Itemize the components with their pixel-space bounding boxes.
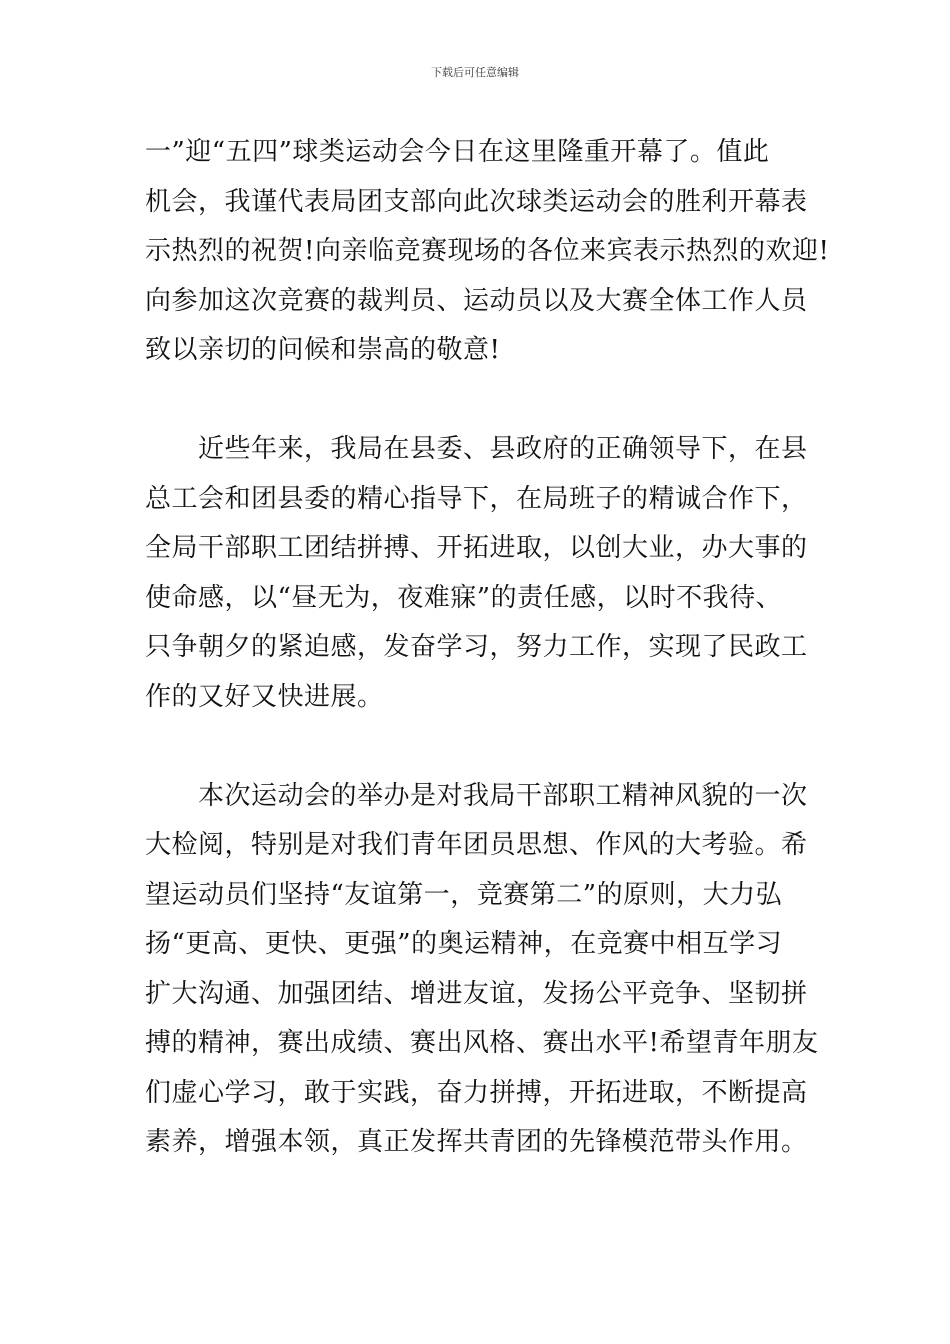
- text-line: 望运动员们坚持“友谊第一，竞赛第二”的原则，大力弘: [145, 879, 783, 910]
- text-line: 总工会和团县委的精心指导下，在局班子的精诚合作下，: [145, 483, 808, 514]
- text-line: 只争朝夕的紧迫感，发奋学习，努力工作，实现了民政工: [145, 632, 808, 662]
- document-body: [145, 128, 830, 1168]
- text-line: 素养，增强本领，真正发挥共青团的先锋模范带头作用。: [145, 1127, 808, 1157]
- text-line: 全局干部职工团结拼搏、开拓进取，以创大业，办大事的: [145, 533, 808, 563]
- paragraph-spacer: [145, 722, 815, 772]
- text-line: 示热烈的祝贺!向亲临竞赛现场的各位来宾表示热烈的欢迎!: [145, 236, 830, 266]
- text-line: 扩大沟通、加强团结、增进友谊，发扬公平竞争、坚韧拼: [145, 978, 808, 1009]
- text-line: 作的又好又快进展。: [145, 681, 384, 712]
- paragraph-3: [145, 772, 819, 1168]
- text-line: 使命感，以“昼无为，夜难寐”的责任感，以时不我待、: [145, 582, 783, 613]
- text-line: 们虚心学习，敢于实践，奋力拼搏，开拓进取，不断提高: [145, 1077, 808, 1108]
- text-line: 致以亲切的问候和崇高的敬意!: [145, 335, 501, 365]
- text-line: 近些年来，我局在县委、县政府的正确领导下，在县: [145, 434, 808, 464]
- text-line: 一”迎“五四”球类运动会今日在这里隆重开幕了。值此: [145, 137, 770, 167]
- text-line: 向参加这次竞赛的裁判员、运动员以及大赛全体工作人员: [145, 285, 808, 316]
- text-line: 机会，我谨代表局团支部向此次球类运动会的胜利开幕表: [145, 186, 808, 217]
- paragraph-1: [145, 128, 830, 376]
- paragraph-2: [145, 425, 815, 722]
- text-line: 扬“更高、更快、更强”的奥运精神，在竞赛中相互学习: [145, 929, 783, 959]
- text-line: 大检阅，特别是对我们青年团员思想、作风的大考验。希: [145, 830, 808, 860]
- text-line: 搏的精神，赛出成绩、赛出风格、赛出水平!希望青年朋友: [145, 1028, 819, 1058]
- paragraph-spacer: [145, 376, 815, 426]
- page-header-note: 下载后可任意编辑: [431, 66, 519, 79]
- text-line: 本次运动会的举办是对我局干部职工精神风貌的一次: [145, 780, 808, 811]
